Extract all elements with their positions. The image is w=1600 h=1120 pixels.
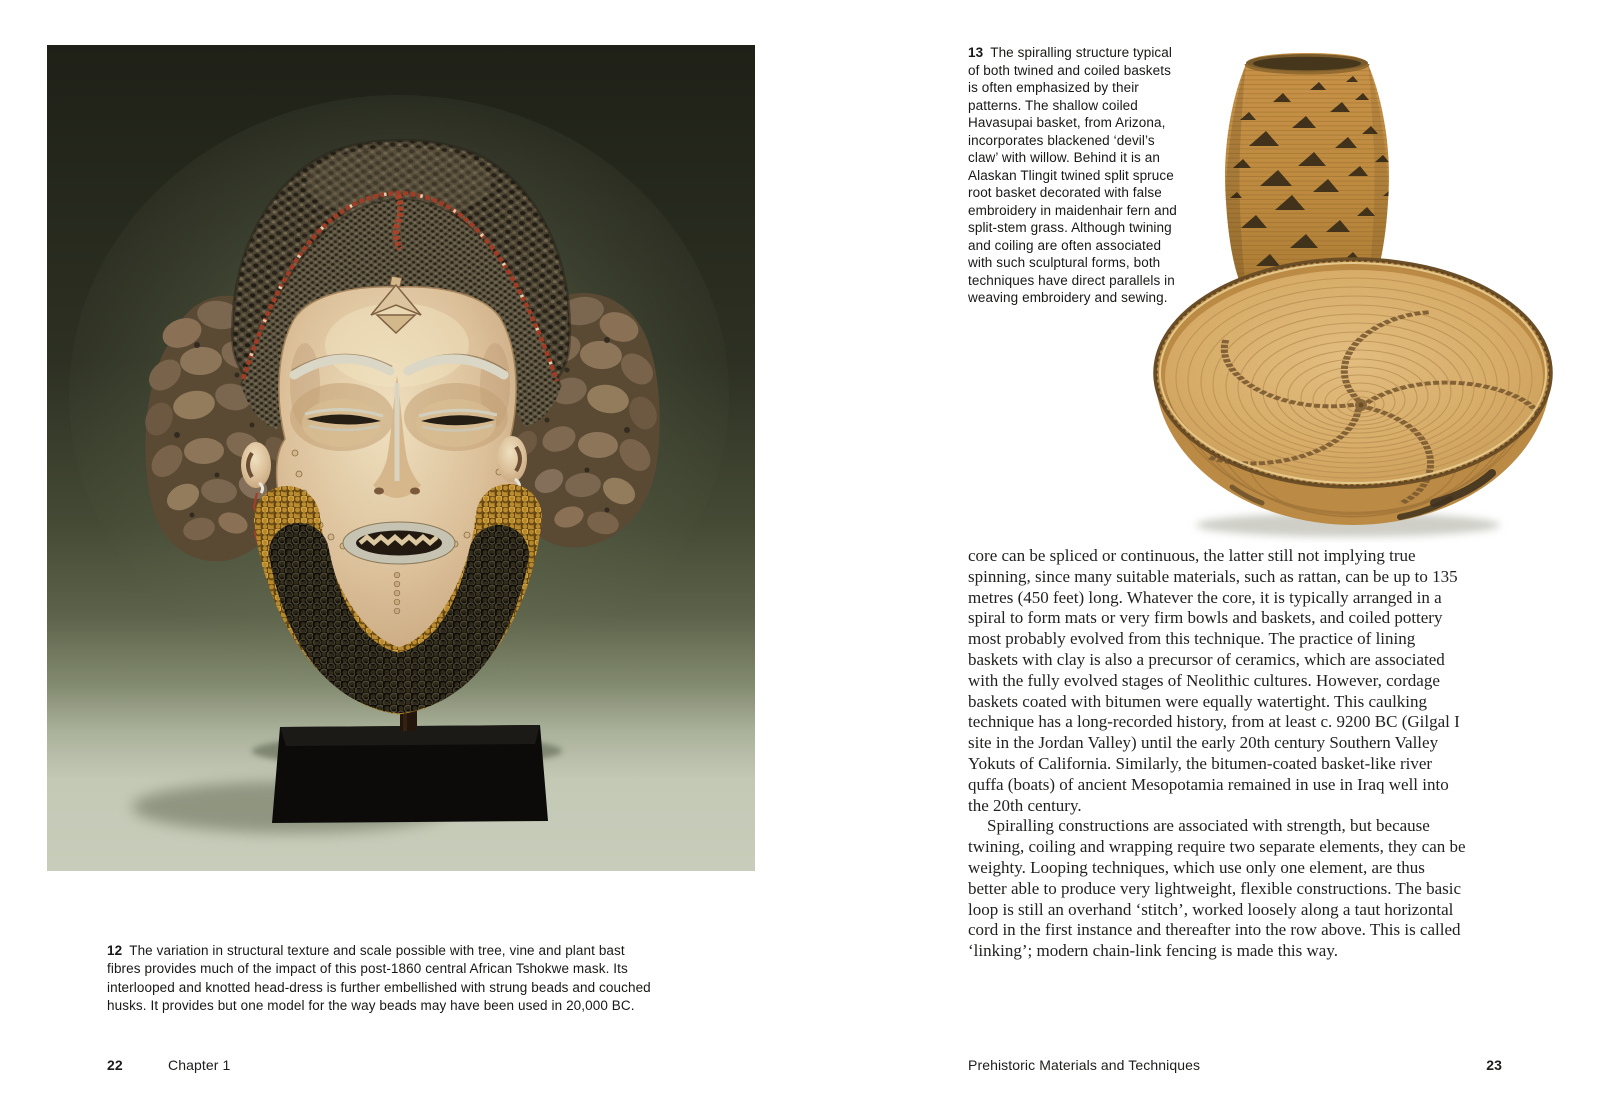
figure-caption-12 [107,942,651,1016]
mask-illustration [47,45,755,871]
chapter-label: Chapter 1 [168,1057,231,1073]
running-title: Prehistoric Materials and Techniques [968,1057,1201,1073]
figure-number: 13 [968,45,984,60]
right-footer [968,1057,1502,1073]
body-text [968,546,1466,962]
left-footer [107,1057,230,1073]
havasupai-basket-illustration [1148,251,1558,543]
paragraph: core can be spliced or continuous, the latter still not implying true spinning, since many suitable materials, such as rattan, can be up to 135 metres (450 feet) long. Whatever the core, it is typically arranged in a spiral to form mats or very firm bowls and baskets, and coiled pottery most probably evolved from this technique. The practice of lining baskets with clay is also a precursor of ceramics, which are associated with the fully evolved stages of Neolithic cultures. However, cordage baskets coated with bitumen were equally watertight. This caulking technique has a long-recorded history, from at least c. 9200 BC (Gilgal I site in the Jordan Valley) until the early 20th century Southern Valley Yokuts of California. Similarly, the bitumen-coated basket-like river quffa (boats) of ancient Mesopotamia remained in use in Iraq well into the 20th century. [968,546,1460,815]
page-number: 23 [1486,1057,1502,1073]
figure-number: 12 [107,943,123,958]
figure-caption-text: The variation in structural texture and scale possible with tree, vine and plant bast fibres provides much of the impact of this post-1860 central African Tshokwe mask. Its interlooped and knotted head-dress is further embellished with strung beads and couched husks. It provides but one model for the way beads may have been used in 20,000 BC. [107,943,651,1014]
mouth [343,522,455,564]
havasupai-basket-photo [1148,251,1558,543]
paragraph: Spiralling constructions are associated with strength, but because twining, coiling and wrapping require two separate elements, they can be weighty. Looping techniques, which use only one element, are thus better able to produce very lightweight, flexible constructions. The basic loop is still an overhand ‘stitch’, worked loosely along a taut horizontal cord in the first instance and thereafter into the row above. This is called ‘linking’; modern chain-link fencing is made this way. [968,816,1466,961]
mask-photo [47,45,755,871]
figure-caption-text: The spiralling structure typical of both twined and coiled baskets is often emphasized by their patterns. The shallow coiled Havasupai basket, from Arizona, incorporates blackened ‘devil’s claw’ with willow. Behind it is an Alaskan Tlingit twined split spruce root basket decorated with false embroidery in maidenhair fern and split-stem grass. Although twining and coiling are often associated with such sculptural forms, both techniques have direct parallels in weaving embroidery and sewing. [968,45,1177,305]
page-number: 22 [107,1057,123,1073]
